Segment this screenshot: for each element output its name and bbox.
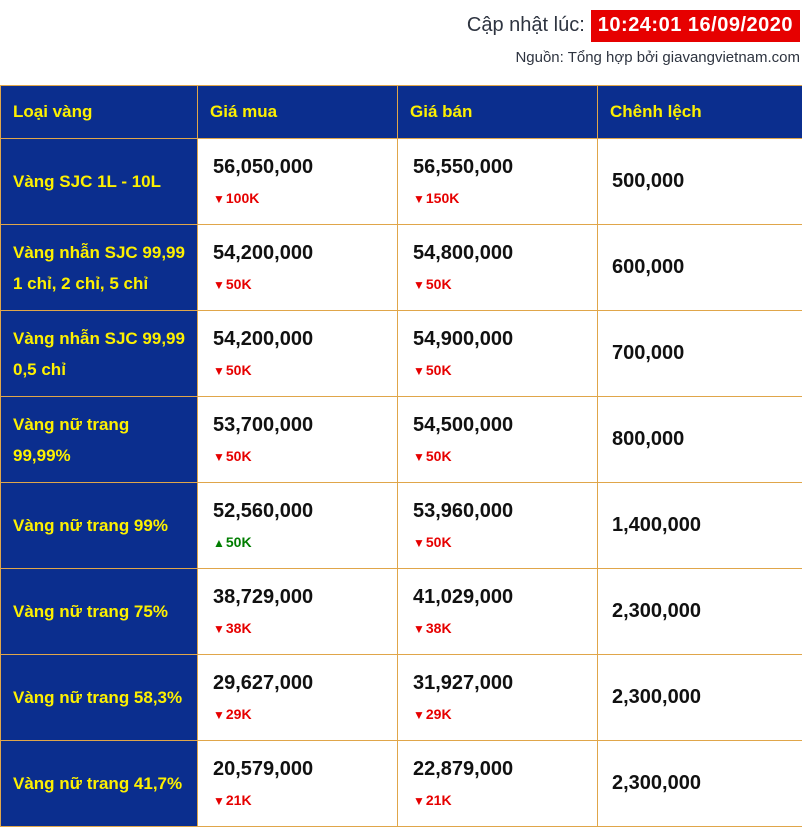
table-header-row — [1, 86, 802, 139]
buy-change-value: 50K — [225, 276, 252, 292]
sell-price-change — [413, 190, 587, 208]
difference-value: 500,000 — [612, 170, 685, 192]
sell-price-value: 41,029,000 — [413, 586, 514, 608]
buy-price-change — [213, 534, 387, 552]
sell-change-arrow-icon: ▼ — [413, 364, 425, 378]
table-row — [1, 311, 802, 397]
gold-type-cell — [1, 569, 198, 655]
buy-change-arrow-icon: ▼ — [213, 794, 225, 808]
buy-price-cell — [198, 655, 398, 741]
sell-change-value: 150K — [425, 190, 460, 206]
buy-price-cell — [198, 139, 398, 225]
buy-price-change — [213, 276, 387, 294]
sell-change-value: 50K — [425, 448, 452, 464]
buy-change-arrow-icon: ▼ — [213, 278, 225, 292]
difference-cell — [598, 655, 802, 741]
sell-change-arrow-icon: ▼ — [413, 794, 425, 808]
table-row — [1, 397, 802, 483]
gold-type-label: Vàng nữ trang 99,99% — [13, 414, 130, 465]
difference-value: 700,000 — [612, 342, 685, 364]
buy-price-cell — [198, 741, 398, 827]
buy-price-value: 53,700,000 — [213, 414, 314, 436]
buy-change-arrow-icon: ▼ — [213, 708, 225, 722]
difference-value: 2,300,000 — [612, 686, 701, 708]
buy-price-value: 29,627,000 — [213, 672, 314, 694]
difference-cell — [598, 483, 802, 569]
buy-price-change — [213, 620, 387, 638]
sell-price-value: 54,900,000 — [413, 328, 514, 350]
buy-change-value: 50K — [225, 534, 252, 550]
gold-type-cell — [1, 225, 198, 311]
buy-change-arrow-icon: ▼ — [213, 622, 225, 636]
col-header-sell-price: Giá bán — [398, 86, 598, 139]
buy-price-change — [213, 792, 387, 810]
buy-price-cell — [198, 311, 398, 397]
sell-price-change — [413, 706, 587, 724]
sell-change-value: 50K — [425, 276, 452, 292]
table-row — [1, 139, 802, 225]
col-header-difference: Chênh lệch — [598, 86, 802, 139]
difference-cell — [598, 741, 802, 827]
sell-price-value: 56,550,000 — [413, 156, 514, 178]
buy-change-value: 50K — [225, 448, 252, 464]
updated-label: Cập nhật lúc: — [466, 14, 585, 36]
difference-value: 600,000 — [612, 256, 685, 278]
sell-price-change — [413, 362, 587, 380]
sell-change-arrow-icon: ▼ — [413, 622, 425, 636]
updated-line — [0, 10, 800, 42]
gold-type-cell — [1, 311, 198, 397]
gold-type-label: Vàng nữ trang 41,7% — [13, 774, 183, 793]
table-body — [1, 139, 802, 827]
difference-value: 2,300,000 — [612, 772, 701, 794]
buy-change-value: 100K — [225, 190, 260, 206]
buy-price-value: 54,200,000 — [213, 242, 314, 264]
sell-price-change — [413, 792, 587, 810]
difference-cell — [598, 139, 802, 225]
col-header-buy-price: Giá mua — [198, 86, 398, 139]
sell-price-change — [413, 620, 587, 638]
buy-change-arrow-icon: ▲ — [213, 536, 225, 550]
gold-type-label: Vàng SJC 1L - 10L — [13, 172, 162, 191]
buy-price-change — [213, 448, 387, 466]
gold-type-label: Vàng nhẫn SJC 99,99 1 chỉ, 2 chỉ, 5 chỉ — [13, 242, 185, 293]
gold-type-label: Vàng nữ trang 58,3% — [13, 688, 183, 707]
buy-price-value: 38,729,000 — [213, 586, 314, 608]
buy-price-value: 20,579,000 — [213, 758, 314, 780]
sell-price-change — [413, 448, 587, 466]
sell-change-value: 50K — [425, 362, 452, 378]
sell-price-cell — [398, 483, 598, 569]
gold-type-cell — [1, 139, 198, 225]
gold-type-label: Vàng nhẫn SJC 99,99 0,5 chỉ — [13, 328, 185, 379]
table-row — [1, 741, 802, 827]
gold-type-cell — [1, 483, 198, 569]
sell-price-cell — [398, 225, 598, 311]
difference-cell — [598, 397, 802, 483]
sell-change-value: 38K — [425, 620, 452, 636]
gold-price-table — [0, 85, 802, 827]
table-row — [1, 655, 802, 741]
sell-price-cell — [398, 139, 598, 225]
gold-type-cell — [1, 397, 198, 483]
sell-price-value: 54,500,000 — [413, 414, 514, 436]
buy-price-change — [213, 362, 387, 380]
gold-type-cell — [1, 741, 198, 827]
buy-change-arrow-icon: ▼ — [213, 364, 225, 378]
table-row — [1, 483, 802, 569]
sell-price-change — [413, 276, 587, 294]
buy-price-value: 52,560,000 — [213, 500, 314, 522]
sell-change-arrow-icon: ▼ — [413, 708, 425, 722]
buy-price-cell — [198, 569, 398, 655]
updated-time-badge: 10:24:01 16/09/2020 — [591, 10, 800, 42]
buy-change-arrow-icon: ▼ — [213, 450, 225, 464]
table-row — [1, 569, 802, 655]
buy-price-value: 56,050,000 — [213, 156, 314, 178]
buy-price-cell — [198, 483, 398, 569]
sell-change-arrow-icon: ▼ — [413, 278, 425, 292]
difference-cell — [598, 311, 802, 397]
sell-price-cell — [398, 741, 598, 827]
buy-price-change — [213, 706, 387, 724]
table-row — [1, 225, 802, 311]
buy-price-value: 54,200,000 — [213, 328, 314, 350]
buy-price-change — [213, 190, 387, 208]
difference-cell — [598, 569, 802, 655]
sell-change-arrow-icon: ▼ — [413, 536, 425, 550]
sell-change-arrow-icon: ▼ — [413, 450, 425, 464]
sell-price-cell — [398, 311, 598, 397]
sell-change-value: 21K — [425, 792, 452, 808]
update-info-bar — [0, 0, 802, 67]
difference-value: 1,400,000 — [612, 514, 701, 536]
sell-price-value: 31,927,000 — [413, 672, 514, 694]
buy-change-arrow-icon: ▼ — [213, 192, 225, 206]
gold-type-label: Vàng nữ trang 99% — [13, 516, 168, 535]
sell-price-value: 53,960,000 — [413, 500, 514, 522]
col-header-gold-type: Loại vàng — [1, 86, 198, 139]
source-text: Nguồn: Tổng hợp bởi giavangvietnam.com — [515, 49, 800, 66]
buy-price-cell — [198, 225, 398, 311]
buy-change-value: 29K — [225, 706, 252, 722]
buy-change-value: 38K — [225, 620, 252, 636]
sell-change-arrow-icon: ▼ — [413, 192, 425, 206]
sell-price-change — [413, 534, 587, 552]
sell-price-cell — [398, 569, 598, 655]
difference-cell — [598, 225, 802, 311]
difference-value: 2,300,000 — [612, 600, 701, 622]
sell-price-value: 54,800,000 — [413, 242, 514, 264]
gold-type-cell — [1, 655, 198, 741]
buy-change-value: 21K — [225, 792, 252, 808]
difference-value: 800,000 — [612, 428, 685, 450]
sell-change-value: 29K — [425, 706, 452, 722]
sell-change-value: 50K — [425, 534, 452, 550]
sell-price-value: 22,879,000 — [413, 758, 514, 780]
sell-price-cell — [398, 397, 598, 483]
buy-price-cell — [198, 397, 398, 483]
sell-price-cell — [398, 655, 598, 741]
buy-change-value: 50K — [225, 362, 252, 378]
gold-type-label: Vàng nữ trang 75% — [13, 602, 168, 621]
